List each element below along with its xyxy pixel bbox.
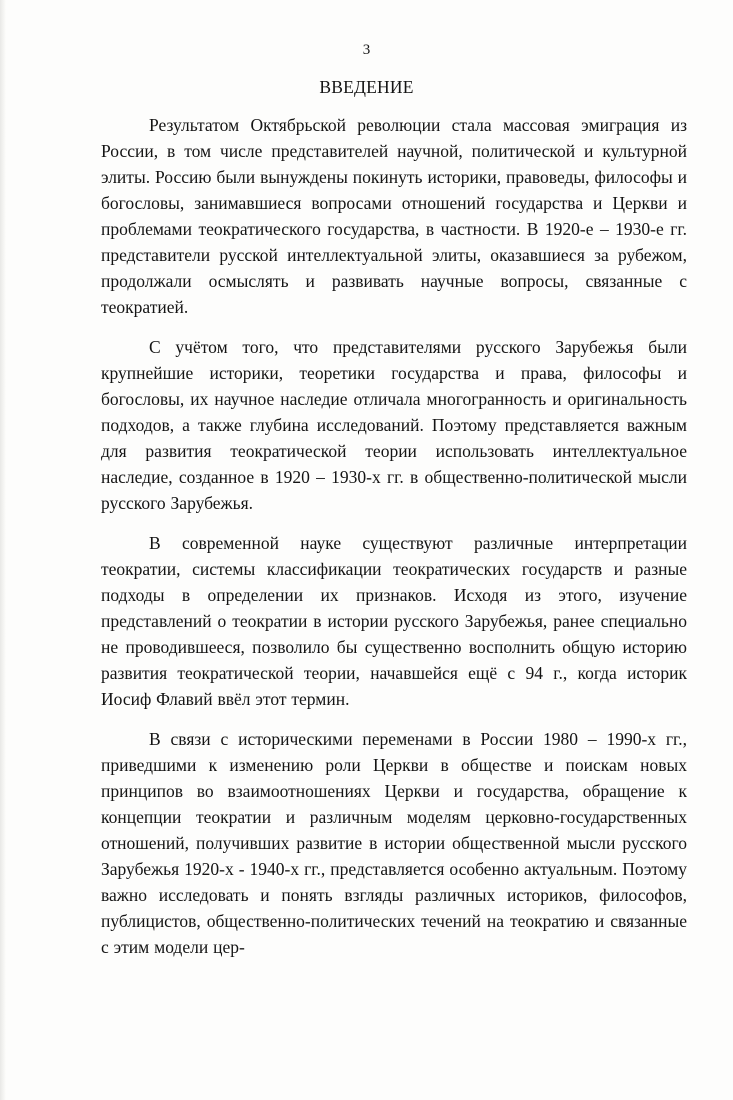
paragraph-1: Результатом Октябрьской революции стала массовая эмиграция из России, в том числе представителей научной, политической и культурной элиты. Россию были вынуждены покинуть историки, правоведы, философы и богословы, занимавшиеся вопросами отношений государства и Церкви и проблемами теократического государства, в частности. В 1920-е – 1930-е гг. представители русской интеллектуальной элиты, оказавшиеся за рубежом, продолжали осмыслять и развивать научные вопросы, связанные с теократией. (101, 115, 687, 317)
paragraph-3: В современной науке существуют различные интерпретации теократии, системы классификации теократических государств и разные подходы в определении их признаков. Исходя из этого, изучение представлений о теократии в истории русского Зарубежья, ранее специально не проводившееся, позволило бы существенно восполнить общую историю развития теократической теории, начавшейся ещё с 94 г., когда историк Иосиф Флавий ввёл этот термин. (101, 533, 687, 709)
paragraph-2: С учётом того, что представителями русского Зарубежья были крупнейшие историки, теоретики государства и права, философы и богословы, их научное наследие отличала многогранность и оригинальность подходов, а также глубина исследований. Поэтому представляется важным для развития теократической теории использовать интеллектуальное наследие, созданное в 1920 – 1930-х гг. в общественно-политической мысли русского Зарубежья. (101, 337, 687, 513)
section-heading: ВВЕДЕНИЕ (319, 77, 414, 97)
body-text (101, 112, 687, 960)
page-number: 3 (362, 42, 371, 58)
scan-edge (0, 0, 6, 1100)
paragraph-4: В связи с историческими переменами в России 1980 – 1990-х гг., приведшими к изменению роли Церкви в обществе и поискам новых принципов во взаимоотношениях Церкви и государства, обращение к концепции теократии и различным моделям церковно-государственных отношений, получивших развитие в истории общественной мысли русского Зарубежья 1920-х - 1940-х гг., представляется особенно актуальным. Поэтому важно исследовать и понять взгляды различных историков, философов, публицистов, общественно-политических течений на теократию и связанные с этим модели цер- (101, 729, 687, 957)
